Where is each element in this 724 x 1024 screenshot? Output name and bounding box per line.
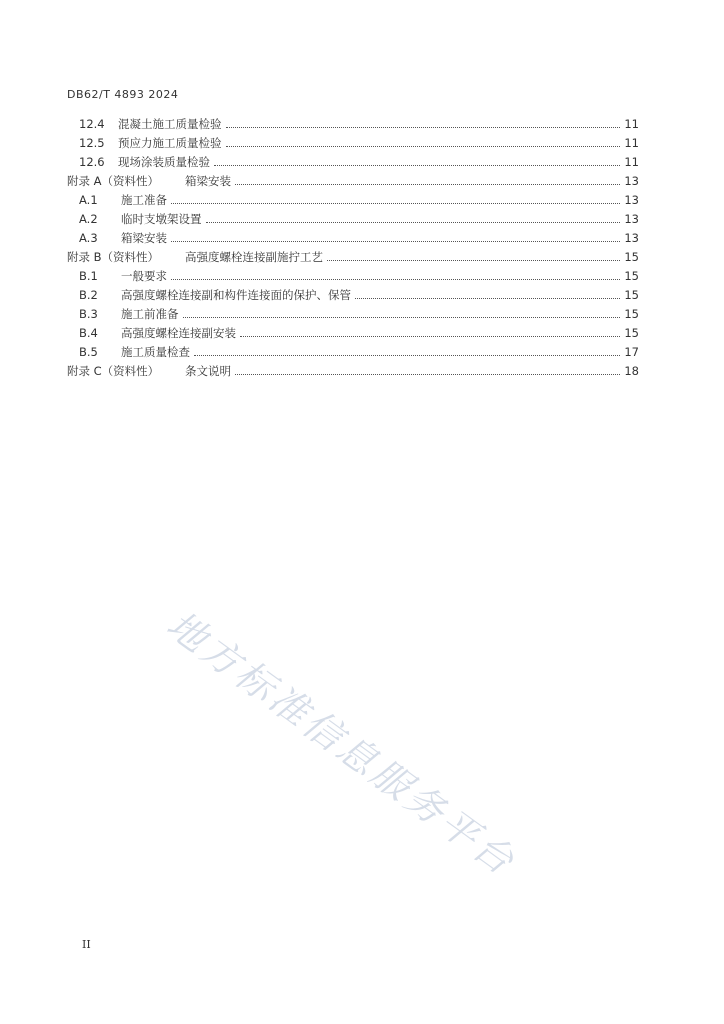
toc-title: 混凝土施工质量检验 <box>118 117 222 131</box>
toc-title: 预应力施工质量检验 <box>118 136 222 150</box>
toc-page: 11 <box>624 117 639 131</box>
toc-page: 11 <box>624 155 639 169</box>
dot-leader <box>171 273 620 280</box>
toc-title: 现场涂装质量检验 <box>118 155 210 169</box>
table-of-contents <box>67 115 639 381</box>
toc-entry[interactable] <box>67 191 639 210</box>
toc-number: B.2 <box>79 288 98 302</box>
toc-entry-appendix[interactable] <box>67 172 639 191</box>
toc-title: 高强度螺栓连接副施拧工艺 <box>185 250 323 264</box>
dot-leader <box>226 140 621 147</box>
toc-number: 附录 C（资料性） <box>67 364 160 378</box>
document-code: DB62/T 4893 2024 <box>67 88 179 101</box>
toc-entry[interactable] <box>67 324 639 343</box>
toc-number: B.1 <box>79 269 98 283</box>
toc-number: 12.6 <box>79 155 105 169</box>
toc-entry[interactable] <box>67 210 639 229</box>
toc-page: 15 <box>624 250 639 264</box>
dot-leader <box>355 292 620 299</box>
toc-page: 17 <box>624 345 639 359</box>
toc-title: 箱梁安装 <box>121 231 167 245</box>
dot-leader <box>194 349 620 356</box>
dot-leader <box>240 330 620 337</box>
toc-page: 15 <box>624 288 639 302</box>
toc-page: 15 <box>624 326 639 340</box>
toc-page: 11 <box>624 136 639 150</box>
toc-title: 施工质量检查 <box>121 345 190 359</box>
toc-number: B.4 <box>79 326 98 340</box>
toc-title: 箱梁安装 <box>185 174 231 188</box>
page-number: II <box>82 938 91 951</box>
toc-entry[interactable] <box>67 229 639 248</box>
toc-entry[interactable] <box>67 286 639 305</box>
toc-page: 18 <box>624 364 639 378</box>
toc-page: 15 <box>624 269 639 283</box>
toc-title: 一般要求 <box>121 269 167 283</box>
toc-entry-appendix[interactable] <box>67 248 639 267</box>
toc-title: 高强度螺栓连接副安装 <box>121 326 236 340</box>
toc-page: 13 <box>624 212 639 226</box>
toc-page: 13 <box>624 174 639 188</box>
dot-leader <box>235 368 620 375</box>
toc-title: 施工准备 <box>121 193 167 207</box>
toc-title: 临时支墩架设置 <box>121 212 202 226</box>
toc-entry[interactable] <box>67 343 639 362</box>
toc-number: 12.4 <box>79 117 105 131</box>
toc-entry-appendix[interactable] <box>67 362 639 381</box>
dot-leader <box>226 121 621 128</box>
toc-entry[interactable] <box>67 153 639 172</box>
toc-title: 高强度螺栓连接副和构件连接面的保护、保管 <box>121 288 351 302</box>
toc-title: 施工前准备 <box>121 307 179 321</box>
toc-page: 13 <box>624 231 639 245</box>
toc-entry[interactable] <box>67 267 639 286</box>
toc-number: A.3 <box>79 231 98 245</box>
toc-number: B.5 <box>79 345 98 359</box>
dot-leader <box>235 178 620 185</box>
dot-leader <box>206 216 621 223</box>
toc-entry[interactable] <box>67 134 639 153</box>
dot-leader <box>183 311 621 318</box>
dot-leader <box>327 254 620 261</box>
toc-page: 15 <box>624 307 639 321</box>
dot-leader <box>171 235 620 242</box>
toc-number: A.2 <box>79 212 98 226</box>
toc-number: B.3 <box>79 307 98 321</box>
toc-entry[interactable] <box>67 305 639 324</box>
toc-number: 附录 B（资料性） <box>67 250 160 264</box>
toc-entry[interactable] <box>67 115 639 134</box>
toc-page: 13 <box>624 193 639 207</box>
dot-leader <box>214 159 620 166</box>
watermark: 地方标准信息服务平台 <box>158 602 525 885</box>
toc-number: A.1 <box>79 193 98 207</box>
toc-number: 12.5 <box>79 136 105 150</box>
dot-leader <box>171 197 620 204</box>
toc-number: 附录 A（资料性） <box>67 174 160 188</box>
toc-title: 条文说明 <box>185 364 231 378</box>
